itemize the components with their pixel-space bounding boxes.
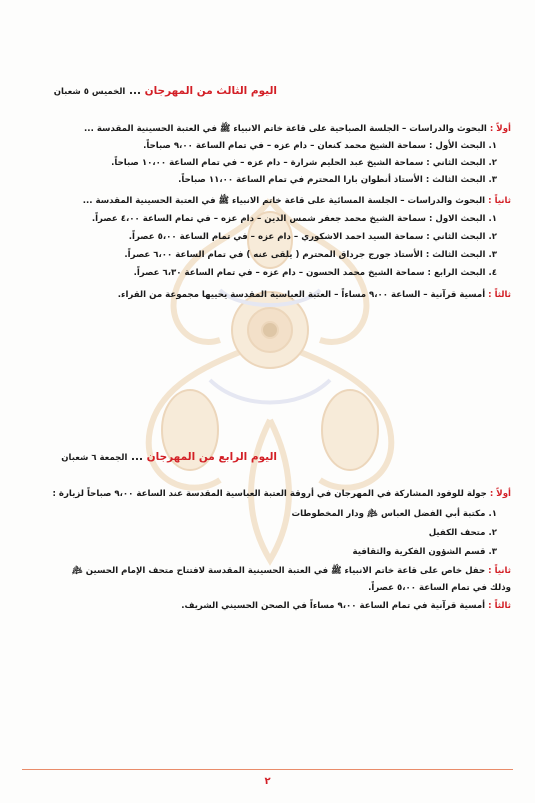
day4-first-text: جولة للوفود المشاركة في المهرجان في أروقة العتبة العباسية المقدسة عند الساعة ٩،٠٠ صباحاً لزيارة : bbox=[52, 489, 487, 499]
page-number: ٢ bbox=[264, 776, 271, 787]
day4-second-cont: وذلك في تمام الساعة ٥،٠٠ عصراً. bbox=[368, 583, 511, 593]
day4-first-item: ١. مكتبة أبي الفضل العباس ﵇ ودار المخطوطات bbox=[291, 509, 497, 519]
day3-second bbox=[83, 194, 511, 208]
day3-third-label: ثالثاً : bbox=[488, 290, 511, 300]
day4-first bbox=[52, 487, 511, 501]
day4-third-text: أمسية قرآنية في تمام الساعة ٩،٠٠ مساءاً في الصحن الحسيني الشريف. bbox=[181, 601, 486, 611]
day3-first bbox=[84, 122, 511, 136]
day3-third bbox=[118, 288, 511, 302]
day4-first-item: ٣. قسم الشؤون الفكرية والثقافية bbox=[352, 547, 497, 557]
day3-second-item: ٢. البحث الثاني : سماحة السيد احمد الاشكوري – دام عزه – في تمام الساعة ٥،٠٠ عصراً. bbox=[128, 232, 497, 242]
day4-title: اليوم الرابع من المهرجان bbox=[146, 451, 277, 463]
day3-second-text: البحوث والدراسات – الجلسة المسائية على قاعة خاتم الانبياء ﷺ في العتبة الحسينية المقدسة ... bbox=[82, 196, 486, 206]
day3-date: الخميس ٥ شعبان bbox=[53, 87, 126, 97]
day3-heading bbox=[54, 85, 277, 97]
day4-dots: ... bbox=[131, 451, 144, 463]
day3-dots: ... bbox=[129, 85, 141, 97]
day3-second-label: ثانياً : bbox=[488, 196, 511, 206]
day3-second-item: ٤. البحث الرابع : سماحة الشيخ محمد الحسون – دام عزه – في تمام الساعة ٦،٣٠ عصراً. bbox=[133, 268, 497, 278]
day4-date: الجمعة ٦ شعبان bbox=[61, 453, 128, 463]
day3-second-item: ١. البحث الاول : سماحة الشيخ محمد جعفر شمس الدين – دام عزه – في تمام الساعة ٤،٠٠ عصراً. bbox=[91, 214, 497, 224]
day4-third-label: ثالثاً : bbox=[488, 601, 511, 611]
day4-second bbox=[72, 564, 511, 578]
day4-first-item: ٢. متحف الكفيل bbox=[428, 528, 497, 538]
day3-title: اليوم الثالث من المهرجان bbox=[144, 85, 277, 97]
day3-third-text: أمسية قرآنية – الساعة ٩،٠٠ مساءاً – العتبة العباسية المقدسة يحييها مجموعة من القراء. bbox=[117, 290, 486, 300]
day3-first-item: ٢. البحث الثاني : سماحة الشيخ عبد الحليم شرارة – دام عزه – في تمام الساعة ١٠،٠٠ صباحاً. bbox=[111, 158, 497, 168]
footer-rule bbox=[22, 769, 513, 770]
day4-second-label: ثانياً : bbox=[488, 566, 511, 576]
day4-heading bbox=[61, 451, 277, 463]
day3-first-text: البحوث والدراسات – الجلسة الصباحية على قاعة خاتم الانبياء ﷺ في العتبة الحسينية المقدسة ... bbox=[84, 124, 487, 134]
day4-first-label: أولاً : bbox=[489, 489, 511, 499]
day4-third bbox=[181, 599, 511, 613]
day4-second-text: حفل خاص على قاعة خاتم الانبياء ﷺ في العتبة الحسينية المقدسة لافتتاح متحف الإمام الحسين ﵇ bbox=[71, 566, 486, 576]
day3-second-item: ٣. البحث الثالث : الأستاذ جورج جرداق المحترم ( يلقى عنه ) في تمام الساعة ٦،٠٠ عصراً. bbox=[124, 250, 497, 260]
day3-first-label: أولاً : bbox=[489, 124, 511, 134]
day3-first-item: ١. البحث الأول : سماحة الشيخ محمد كنعان – دام عزه – في تمام الساعة ٩،٠٠ صباحاً. bbox=[143, 141, 497, 151]
day3-first-item: ٣. البحث الثالث : الأستاذ أنطوان بارا المحترم في تمام الساعة ١١،٠٠ صباحاً. bbox=[178, 175, 497, 185]
